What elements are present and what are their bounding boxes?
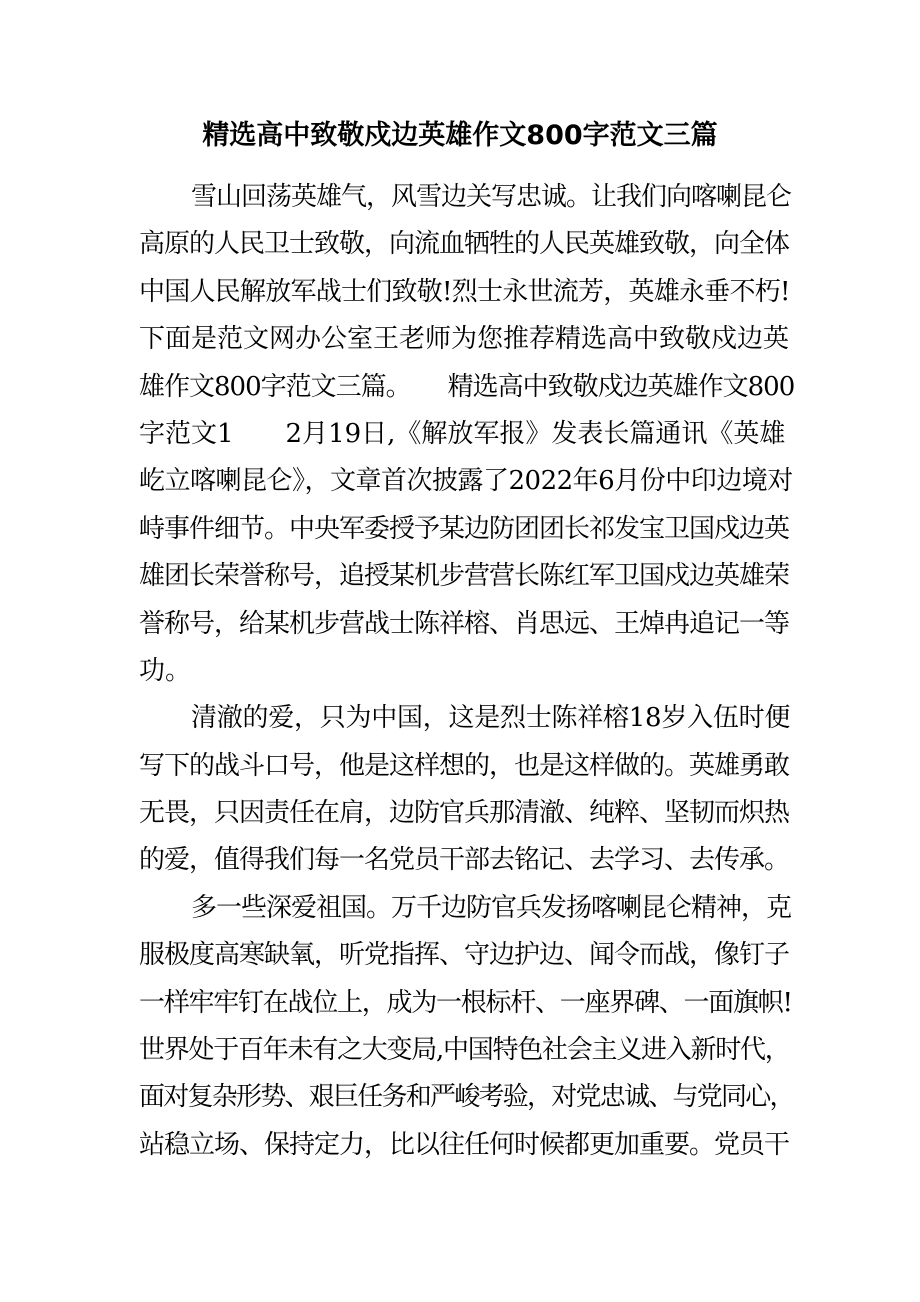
paragraph-2 <box>139 695 795 885</box>
text-line: 服极度高寒缺氧，听党指挥、守边护边、闻令而战，像钉子 <box>139 940 790 971</box>
text-line: 下面是范文网办公室王老师为您推荐精选高中致敬戍边英 <box>139 324 790 355</box>
text-line: 字范文1 2月19日,《解放军报》发表长篇通讯《英雄 <box>139 418 786 449</box>
text-line: 清澈的爱，只为中国，这是烈士陈祥榕18岁入伍时便 <box>191 703 791 734</box>
text-line: 写下的战斗口号，他是这样想的，也是这样做的。英雄勇敢 <box>139 750 790 781</box>
text-line: 站稳立场、保持定力，比以往任何时候都更加重要。党员干 <box>139 1129 790 1160</box>
text-line: 中国人民解放军战士们致敬!烈士永世流芳，英雄永垂不朽! <box>139 276 790 307</box>
paragraph-3 <box>139 885 795 1169</box>
document-title: 精选高中致敬戍边英雄作文800字范文三篇 <box>202 120 718 151</box>
text-line: 功。 <box>139 655 192 686</box>
text-line: 面对复杂形势、艰巨任务和严峻考验，对党忠诚、与党同心， <box>139 1082 794 1113</box>
text-line: 雄团长荣誉称号，追授某机步营营长陈红军卫国戍边英雄荣 <box>139 561 790 592</box>
text-line: 一样牢牢钉在战位上，成为一根标杆、一座界碑、一面旗帜! <box>139 987 792 1018</box>
text-line: 雪山回荡英雄气，风雪边关写忠诚。让我们向喀喇昆仑 <box>191 182 792 212</box>
text-line: 的爱，值得我们每一名党员干部去铭记、去学习、去传承。 <box>139 845 790 876</box>
paragraph-1 <box>139 174 795 695</box>
text-line: 屹立喀喇昆仑》，文章首次披露了2022年6月份中印边境对 <box>139 466 793 497</box>
text-line: 誉称号，给某机步营战士陈祥榕、肖思远、王焯冉追记一等 <box>139 608 790 639</box>
text-line: 高原的人民卫士致敬，向流血牺牲的人民英雄致敬，向全体 <box>139 229 790 260</box>
text-line: 雄作文800字范文三篇。 精选高中致敬戍边英雄作文800 <box>139 371 795 402</box>
text-line: 峙事件细节。中央军委授予某边防团团长祁发宝卫国戍边英 <box>139 513 790 544</box>
text-line: 世界处于百年未有之大变局,中国特色社会主义进入新时代， <box>139 1035 790 1066</box>
document-body <box>139 174 795 1169</box>
text-line: 多一些深爱祖国。万千边防官兵发扬喀喇昆仑精神，克 <box>191 892 792 923</box>
text-line: 无畏，只因责任在肩，边防官兵那清澈、纯粹、坚韧而炽热 <box>139 798 790 829</box>
